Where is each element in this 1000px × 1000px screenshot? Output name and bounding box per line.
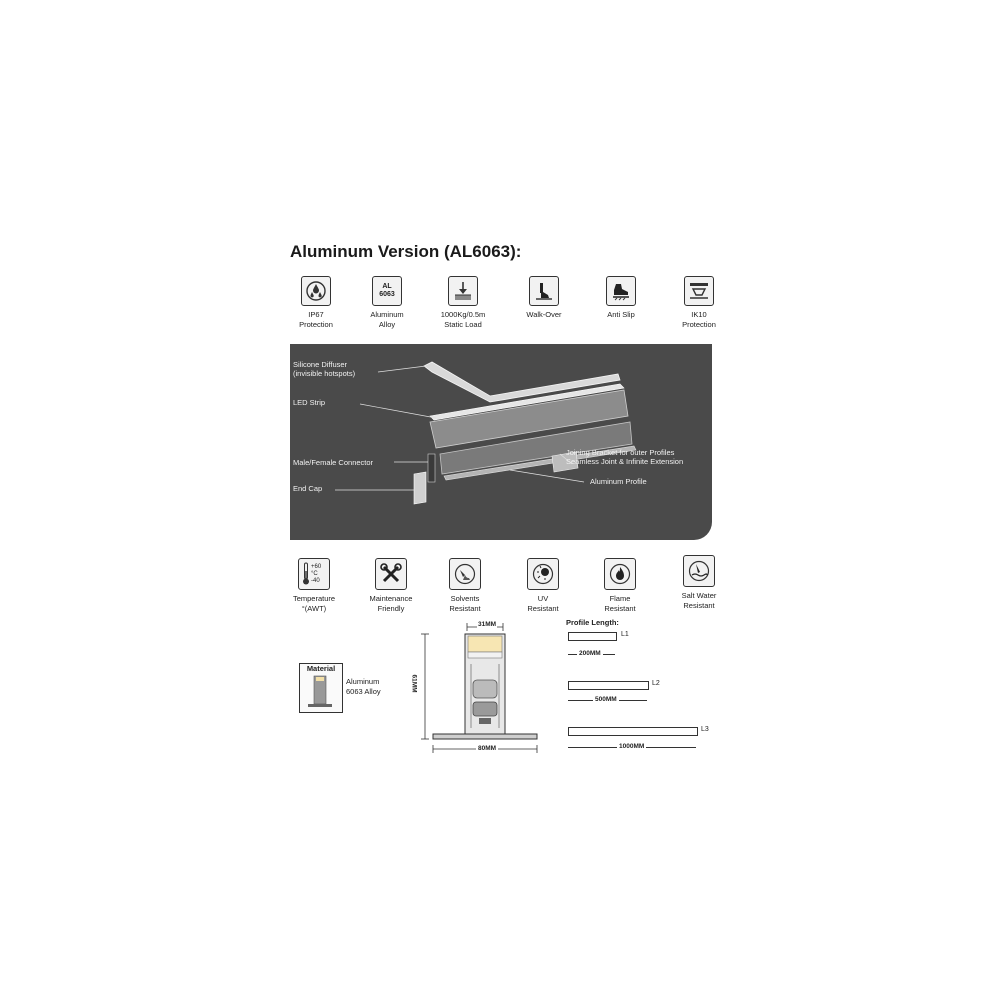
dimension-top-width: 31MM (478, 621, 497, 628)
profile-cross-section (410, 618, 555, 760)
feature-ip67 (281, 276, 351, 329)
material-heading: Material (306, 664, 336, 673)
connector-part (428, 454, 435, 482)
feature-label: 1000Kg/0.5m Static Load (440, 310, 486, 329)
feature-flame (585, 558, 655, 613)
dimension-base-width: 80MM (478, 745, 497, 752)
salt-water-icon (683, 555, 715, 587)
profile-name: L2 (652, 680, 660, 687)
feature-uv (508, 558, 578, 613)
solvents-icon (449, 558, 481, 590)
feature-label: IK10 Protection (682, 310, 716, 329)
profile-length-value: 1000MM (619, 743, 645, 750)
feature-salt-water (664, 555, 734, 610)
end-cap-part (414, 472, 426, 504)
material-text: Aluminum 6063 Alloy (346, 677, 381, 696)
feature-ik10 (664, 276, 734, 329)
feature-temperature (279, 558, 349, 613)
feature-label: Temperature °(AWT) (292, 594, 336, 613)
anti-slip-shoe-icon (606, 276, 636, 306)
profile-bar (568, 727, 698, 736)
feature-label: Aluminum Alloy (370, 310, 404, 329)
feature-maintenance (356, 558, 426, 613)
cross-section-drawing (415, 618, 555, 760)
page-title: Aluminum Version (AL6063): (290, 242, 522, 261)
al6063-badge-icon (372, 276, 402, 306)
exploded-assembly-diagram (290, 344, 712, 540)
temp-low: -40 (311, 577, 320, 584)
profile-length-value: 200MM (579, 650, 601, 657)
material-profile-thumbnail (300, 674, 340, 710)
label-aluminum-profile: Aluminum Profile (590, 477, 647, 486)
temp-high: +60 (311, 563, 322, 570)
feature-label: Anti Slip (607, 310, 635, 319)
feature-label: Solvents Resistant (449, 594, 481, 613)
profile-bar (568, 681, 649, 690)
static-load-icon (448, 276, 478, 306)
feature-label: IP67 Protection (299, 310, 333, 329)
dimension-height: 61MM (410, 674, 418, 693)
profile-name: L3 (701, 726, 709, 733)
feature-label: Salt Water Resistant (681, 591, 717, 610)
ip67-drop-icon (301, 276, 331, 306)
profile-length-heading: Profile Length: (566, 618, 619, 627)
label-end-cap: End Cap (293, 484, 323, 493)
label-silicone-diffuser: Silicone Diffuser (invisible hotspots) (293, 360, 356, 378)
feature-label: Flame Resistant (604, 594, 636, 613)
flame-icon (604, 558, 636, 590)
label-male-female-connector: Male/Female Connector (293, 458, 374, 467)
feature-solvents (430, 558, 500, 613)
feature-aluminum-alloy (352, 276, 422, 329)
temp-unit: °C (311, 570, 318, 577)
feature-static-load (428, 276, 498, 329)
ik10-protection-icon (684, 276, 714, 306)
profile-length-value: 500MM (595, 696, 617, 703)
label-joining-bracket: Joining Bracket for outer Profiles Seamless Joint & Infinite Extension (566, 448, 684, 466)
uv-icon (527, 558, 559, 590)
feature-label: Maintenance Friendly (369, 594, 413, 613)
feature-label: UV Resistant (527, 594, 559, 613)
maintenance-tools-icon (375, 558, 407, 590)
walk-over-icon (529, 276, 559, 306)
profile-name: L1 (621, 631, 629, 638)
feature-anti-slip (586, 276, 656, 320)
profile-bar (568, 632, 617, 641)
feature-walk-over (509, 276, 579, 320)
feature-label: Walk-Over (526, 310, 562, 319)
al6063-badge-text: AL 6063 (379, 283, 395, 298)
temperature-icon (298, 558, 330, 590)
label-led-strip: LED Strip (293, 398, 326, 407)
material-card (299, 663, 343, 713)
